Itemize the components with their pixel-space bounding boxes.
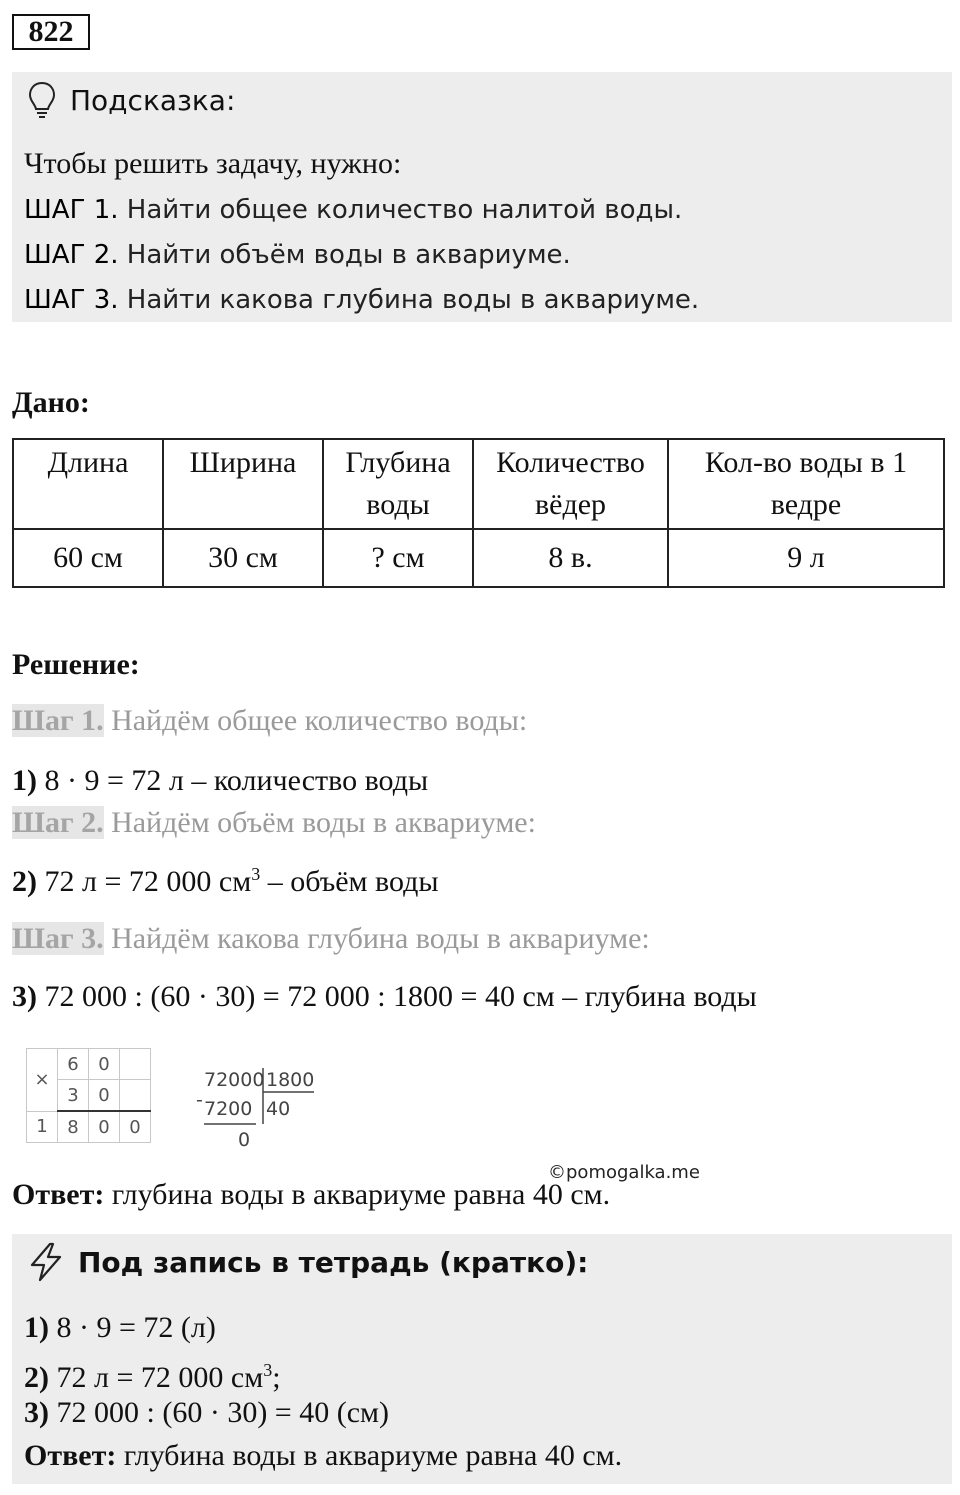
step-tag: Шаг 2.	[12, 806, 104, 839]
given-value: 9 л	[668, 529, 944, 587]
multiply-sign: ×	[27, 1049, 58, 1112]
hint-step-2	[24, 237, 571, 273]
hint-intro: Чтобы решить задачу, нужно:	[24, 147, 402, 180]
mult-digit: 6	[58, 1049, 89, 1080]
given-value: 8 в.	[473, 529, 668, 587]
calc-number: 1)	[12, 764, 37, 797]
hint-step-text: Найти какова глубина воды в аквариуме.	[118, 285, 700, 315]
calc-superscript: 3	[251, 864, 261, 884]
division-minus: -	[196, 1089, 203, 1111]
step-tag: Шаг 3.	[12, 922, 104, 955]
brief-line-3	[24, 1393, 389, 1433]
hint-step-label: ШАГ 1.	[24, 195, 119, 225]
given-table	[12, 438, 945, 588]
lightning-icon	[24, 1240, 68, 1284]
step-tag: Шаг 1.	[12, 704, 104, 737]
mult-result-digit: 1	[27, 1111, 58, 1143]
brief-number: 3)	[24, 1396, 49, 1429]
problem-number: 822	[12, 14, 90, 50]
brief-answer-text: глубина воды в аквариуме равна 40 см.	[116, 1439, 623, 1472]
hint-step-1	[24, 192, 682, 228]
hint-step-label: ШАГ 2.	[24, 240, 119, 270]
hint-step-3	[24, 282, 699, 318]
calc-text: 8 · 9 = 72 л – количество воды	[37, 764, 429, 797]
given-value: 30 см	[163, 529, 323, 587]
calc-tail: – объём воды	[260, 865, 439, 898]
given-title: Дано:	[12, 386, 90, 419]
division-quotient: 40	[266, 1098, 291, 1120]
brief-answer-label: Ответ:	[24, 1439, 117, 1472]
answer	[12, 1178, 610, 1212]
long-division	[190, 1060, 330, 1156]
brief-answer	[24, 1436, 622, 1476]
division-divisor: 1800	[266, 1069, 315, 1091]
mult-digit	[120, 1080, 151, 1112]
mult-result-digit: 8	[58, 1111, 89, 1143]
calc-1	[12, 764, 428, 798]
division-remainder: 0	[238, 1129, 251, 1151]
mult-digit: 3	[58, 1080, 89, 1112]
mult-digit: 0	[89, 1080, 120, 1112]
brief-title: Под запись в тетрадь (кратко):	[78, 1246, 589, 1279]
solution-step-3	[12, 922, 650, 956]
solution-step-2	[12, 806, 536, 840]
calc-number: 2)	[12, 865, 37, 898]
brief-text: 72 л = 72 000 см	[49, 1361, 264, 1394]
given-value: ? см	[323, 529, 473, 587]
mult-result-digit: 0	[120, 1111, 151, 1143]
hint-step-label: ШАГ 3.	[24, 285, 119, 315]
watermark: ©pomogalka.me	[548, 1162, 700, 1183]
brief-superscript: 3	[263, 1360, 273, 1380]
brief-tail: ;	[272, 1361, 281, 1394]
brief-number: 1)	[24, 1311, 49, 1344]
step-text: Найдём какова глубина воды в аквариуме:	[103, 922, 650, 955]
calc-3	[12, 980, 757, 1014]
calc-2	[12, 864, 439, 899]
brief-text: 8 · 9 = 72 (л)	[49, 1311, 216, 1344]
calc-number: 3)	[12, 980, 37, 1013]
division-subtract: 7200	[204, 1098, 253, 1120]
calc-text: 72 л = 72 000 см	[37, 865, 252, 898]
brief-line-2	[24, 1350, 281, 1398]
brief-number: 2)	[24, 1361, 49, 1394]
hint-title: Подсказка:	[70, 84, 236, 117]
given-header: Длина	[13, 439, 163, 529]
lightbulb-icon	[26, 80, 58, 120]
mult-result-digit: 0	[89, 1111, 120, 1143]
solution-title: Решение:	[12, 648, 140, 681]
solution-step-1	[12, 704, 527, 738]
given-header: Ширина	[163, 439, 323, 529]
division-dividend: 72000	[204, 1069, 265, 1091]
mult-digit: 0	[89, 1049, 120, 1080]
given-header: Кол-во воды в 1 ведре	[668, 439, 944, 529]
calc-text: 72 000 : (60 · 30) = 72 000 : 1800 = 40 см – глубина воды	[37, 980, 757, 1013]
brief-text: 72 000 : (60 · 30) = 40 (см)	[49, 1396, 390, 1429]
column-multiplication	[26, 1048, 151, 1143]
given-value: 60 см	[13, 529, 163, 587]
given-header: Количество вёдер	[473, 439, 668, 529]
hint-step-text: Найти объём воды в аквариуме.	[118, 240, 571, 270]
brief-line-1	[24, 1308, 216, 1348]
step-text: Найдём объём воды в аквариуме:	[103, 806, 536, 839]
hint-step-text: Найти общее количество налитой воды.	[118, 195, 683, 225]
answer-label: Ответ:	[12, 1178, 105, 1211]
step-text: Найдём общее количество воды:	[103, 704, 528, 737]
answer-text: глубина воды в аквариуме равна 40 см.	[104, 1178, 611, 1211]
given-header: Глубина воды	[323, 439, 473, 529]
mult-digit	[120, 1049, 151, 1080]
